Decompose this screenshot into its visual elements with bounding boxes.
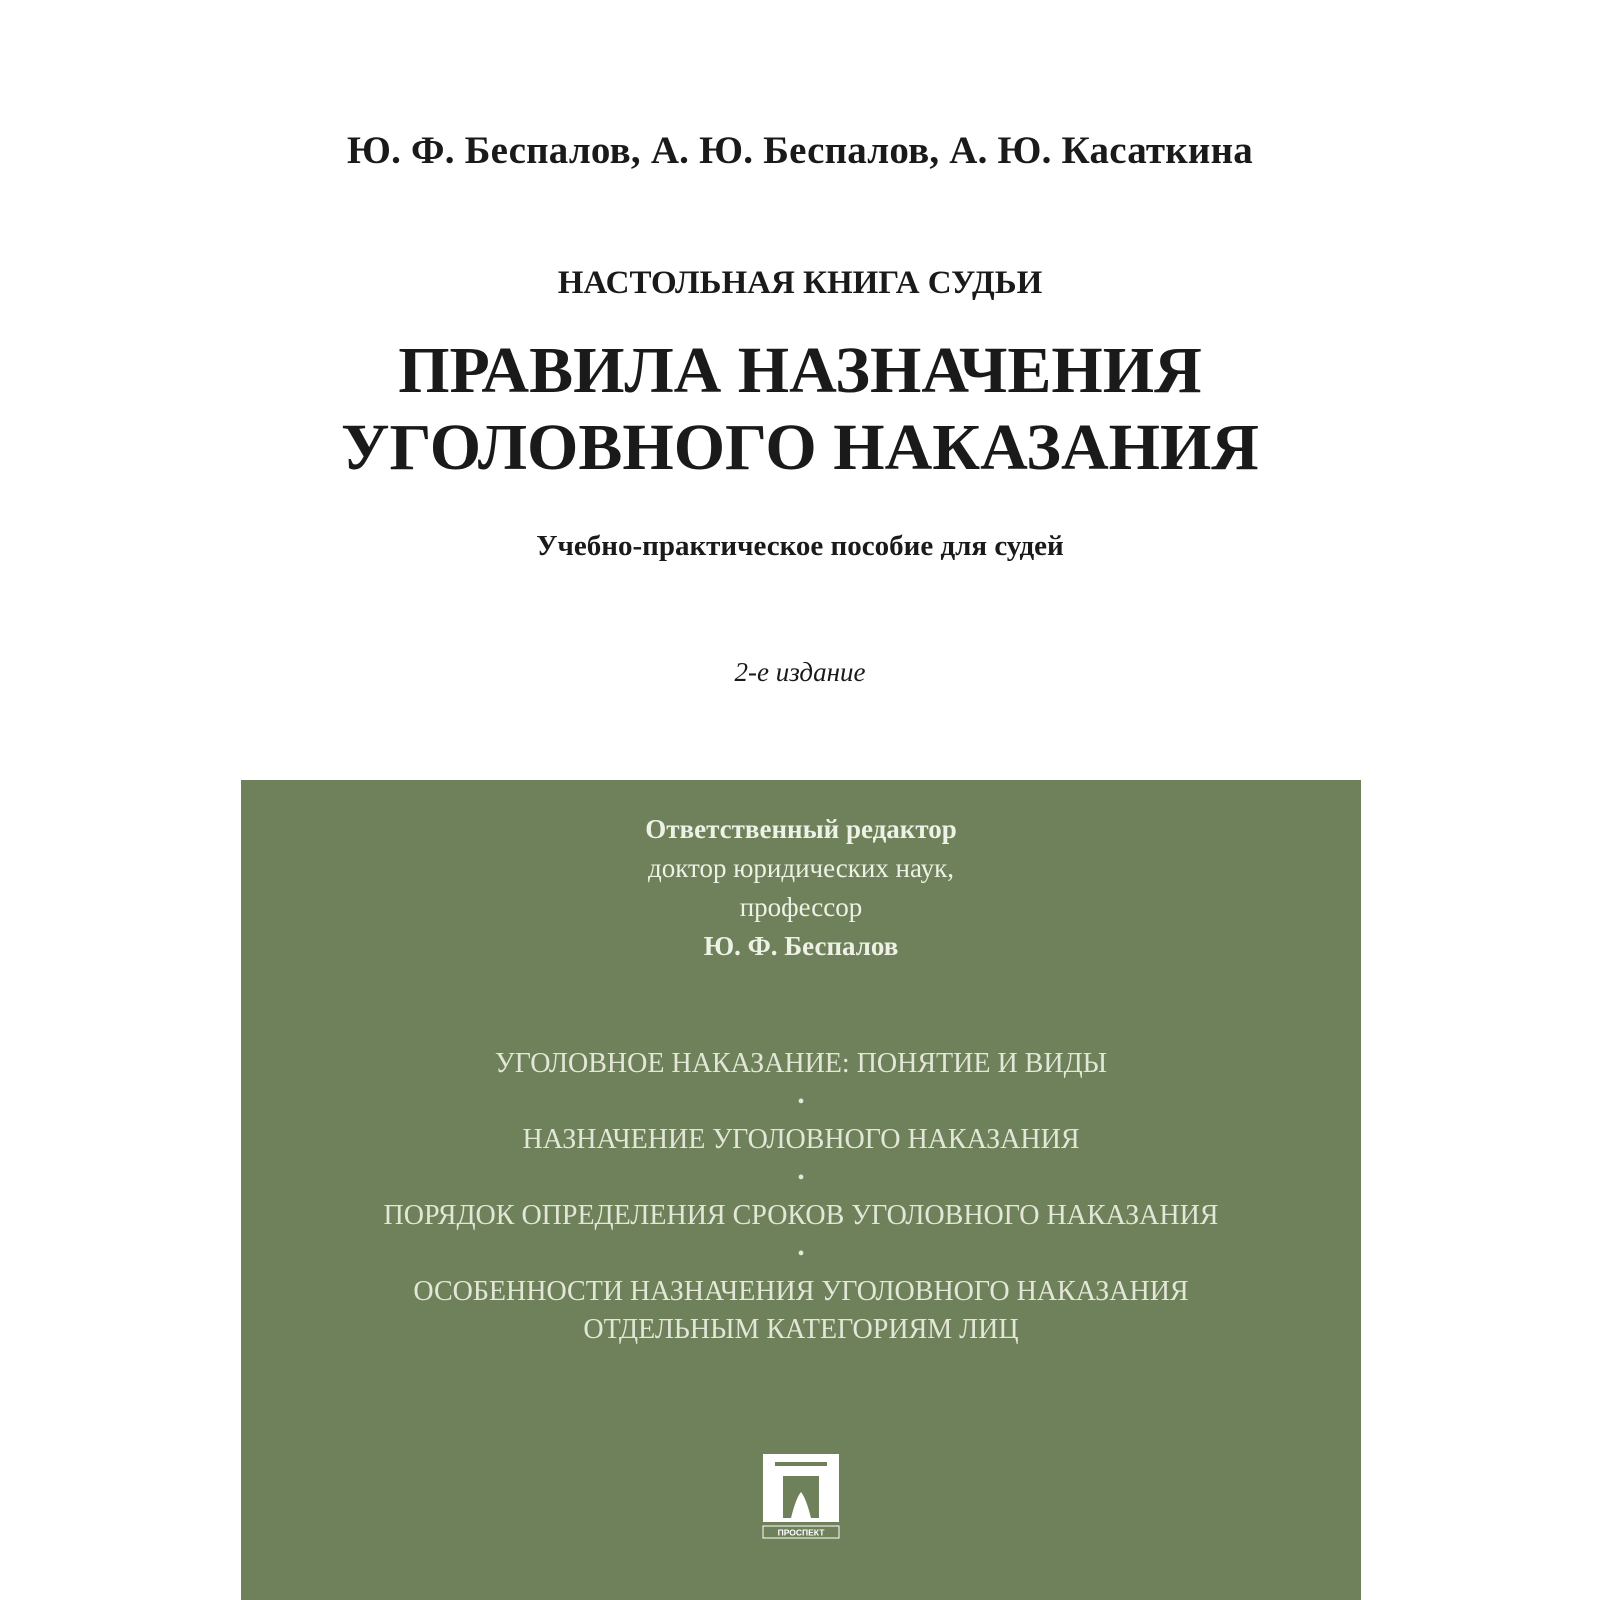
- bullet-separator: •: [797, 1243, 805, 1265]
- topic-item: ОСОБЕННОСТИ НАЗНАЧЕНИЯ УГОЛОВНОГО НАКАЗАНИЯ: [413, 1276, 1189, 1307]
- topic-item: ПОРЯДОК ОПРЕДЕЛЕНИЯ СРОКОВ УГОЛОВНОГО НАКАЗАНИЯ: [383, 1200, 1219, 1231]
- topic-item: НАЗНАЧЕНИЕ УГОЛОВНОГО НАКАЗАНИЯ: [522, 1124, 1080, 1155]
- logo-text: ПРОСПЕКТ: [777, 1527, 825, 1538]
- editor-degree: доктор юридических наук,: [648, 853, 954, 883]
- edition: 2-е издание: [734, 657, 866, 687]
- bullet-separator: •: [797, 1091, 805, 1113]
- topic-item: УГОЛОВНОЕ НАКАЗАНИЕ: ПОНЯТИЕ И ВИДЫ: [494, 1048, 1108, 1079]
- series-title: НАСТОЛЬНАЯ КНИГА СУДЬИ: [557, 265, 1043, 301]
- green-panel: [241, 780, 1361, 1600]
- bullet-separator: •: [797, 1167, 805, 1189]
- book-title-line-2: УГОЛОВНОГО НАКАЗАНИЯ: [341, 411, 1259, 484]
- book-title: [0, 332, 1600, 486]
- editor-name: Ю. Ф. Беспалов: [703, 931, 899, 961]
- prospekt-logo-icon: [759, 1442, 843, 1542]
- subtitle: Учебно-практическое пособие для судей: [536, 530, 1064, 562]
- editor-block: [241, 810, 1361, 966]
- topics-list: [241, 1045, 1361, 1349]
- editor-rank: профессор: [739, 892, 863, 922]
- book-title-line-1: ПРАВИЛА НАЗНАЧЕНИЯ: [398, 334, 1202, 407]
- editor-role: Ответственный редактор: [645, 814, 957, 844]
- topic-item: ОТДЕЛЬНЫМ КАТЕГОРИЯМ ЛИЦ: [583, 1314, 1019, 1345]
- authors: Ю. Ф. Беспалов, А. Ю. Беспалов, А. Ю. Касаткина: [347, 129, 1253, 172]
